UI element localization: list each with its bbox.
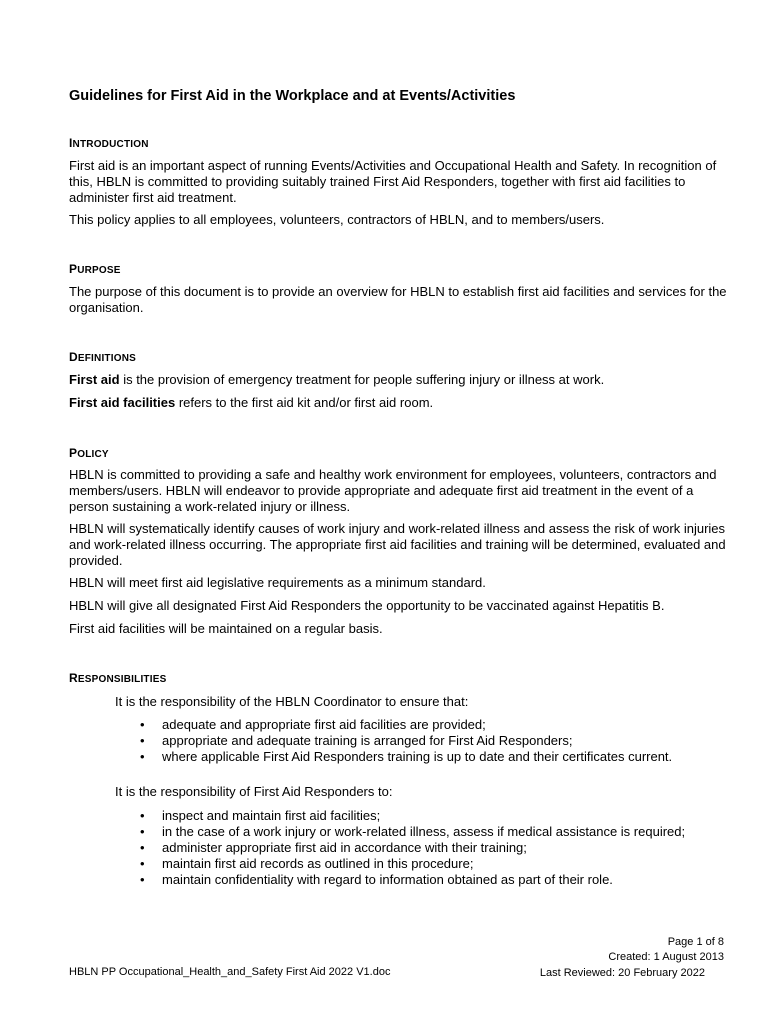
responsibilities-heading: RESPONSIBILITIES: [69, 671, 167, 685]
list-item: • appropriate and adequate training is arranged for First Aid Responders;: [140, 733, 740, 749]
definition-text: is the provision of emergency treatment for people suffering injury or illness at work.: [119, 372, 605, 387]
document-title: Guidelines for First Aid in the Workplace and at Events/Activities: [69, 88, 516, 104]
definition-item: [69, 372, 729, 388]
policy-paragraph-3: HBLN will meet first aid legislative requirements as a minimum standard.: [69, 575, 486, 590]
responders-list: [140, 808, 700, 888]
policy-heading: POLICY: [69, 446, 109, 460]
footer-created-date: Created: 1 August 2013: [608, 951, 724, 963]
definition-term: First aid: [69, 372, 120, 387]
list-item: • where applicable First Aid Responders training is up to date and their certificates current.: [140, 749, 740, 765]
definition-item: [69, 395, 729, 411]
list-item: • maintain first aid records as outlined in this procedure;: [140, 856, 700, 872]
policy-paragraph-1: HBLN is committed to providing a safe and healthy work environment for employees, volunteers, contractors and members/users. HBLN will endeavor to provide appropriate and adequate first aid treatment in the event of a person sustaining a work-related injury or illness.: [69, 467, 717, 514]
policy-paragraph-5: First aid facilities will be maintained on a regular basis.: [69, 621, 383, 636]
definition-text: refers to the first aid kit and/or first aid room.: [175, 395, 434, 410]
list-item: • administer appropriate first aid in accordance with their training;: [140, 840, 700, 856]
footer-page-number: Page 1 of 8: [667, 936, 724, 948]
list-item: • in the case of a work injury or work-related illness, assess if medical assistance is required;: [140, 824, 700, 840]
introduction-paragraph-1: First aid is an important aspect of running Events/Activities and Occupational Health and Safety. In recognition of this, HBLN is committed to providing suitably trained First Aid Responders, together with first aid facilities to administer first aid treatment.: [69, 158, 717, 205]
list-item: • adequate and appropriate first aid facilities are provided;: [140, 717, 740, 733]
policy-paragraph-2: HBLN will systematically identify causes of work injury and work-related illness and assess the risk of work injuries and work-related illness occurring. The appropriate first aid facilities and training will be determined, evaluated and provided.: [69, 521, 726, 568]
footer-reviewed-date: Last Reviewed: 20 February 2022: [539, 967, 705, 979]
coordinator-list: [140, 717, 740, 765]
introduction-heading: INTRODUCTION: [69, 136, 149, 150]
purpose-heading: PURPOSE: [69, 262, 121, 276]
coordinator-intro: It is the responsibility of the HBLN Coordinator to ensure that:: [115, 694, 469, 709]
policy-paragraph-4: HBLN will give all designated First Aid Responders the opportunity to be vaccinated against Hepatitis B.: [69, 598, 665, 613]
purpose-paragraph: The purpose of this document is to provide an overview for HBLN to establish first aid facilities and services for the organisation.: [69, 284, 727, 315]
definition-term: First aid facilities: [69, 395, 176, 410]
list-item: • maintain confidentiality with regard to information obtained as part of their role.: [140, 872, 700, 888]
introduction-paragraph-2: This policy applies to all employees, volunteers, contractors of HBLN, and to members/users.: [69, 212, 605, 227]
footer-filename: HBLN PP Occupational_Health_and_Safety First Aid 2022 V1.doc: [69, 966, 391, 978]
list-item: • inspect and maintain first aid facilities;: [140, 808, 700, 824]
definitions-heading: DEFINITIONS: [69, 350, 136, 364]
responders-intro: It is the responsibility of First Aid Responders to:: [115, 784, 393, 799]
